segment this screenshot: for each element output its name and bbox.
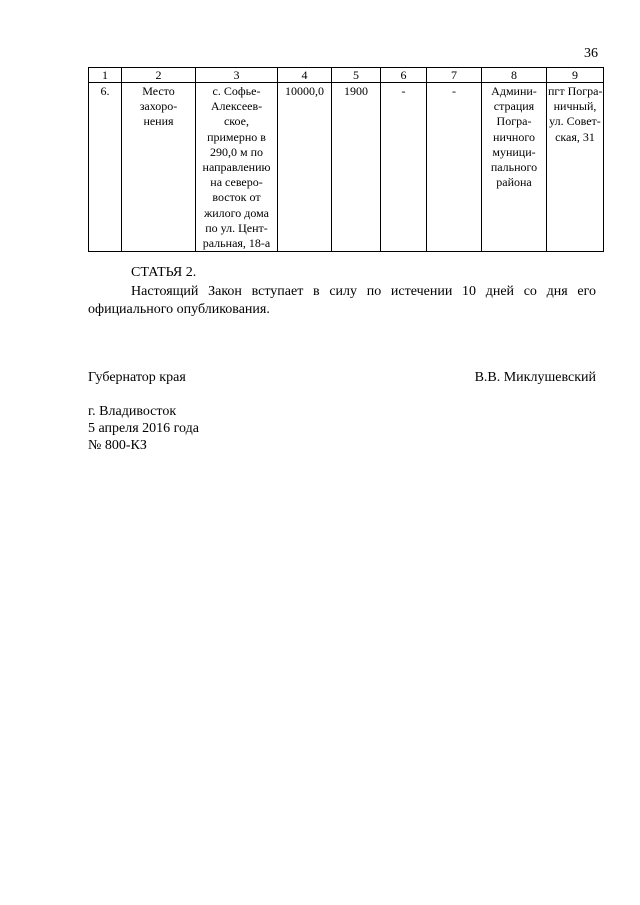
location-cell	[196, 83, 278, 252]
cell-line: захоро-	[139, 99, 178, 114]
cell-line: ская, 31	[555, 129, 595, 144]
year-cell: 1900	[332, 83, 381, 252]
row-number-cell: 6.	[89, 83, 122, 252]
column-header: 1	[89, 68, 122, 83]
article-title: СТАТЬЯ 2.	[131, 265, 197, 280]
registry-table	[88, 67, 604, 252]
cell-line: нения	[143, 114, 174, 129]
signatory-name: В.В. Миклушевский	[474, 370, 596, 385]
cell-line: пгт Погра-	[548, 84, 603, 98]
dash-cell: -	[427, 83, 482, 252]
cell-line: Админи-	[491, 84, 537, 98]
cell-line: ул. Совет-	[549, 114, 601, 129]
table-header-row	[89, 68, 604, 83]
article-text: Настоящий Закон вступает в силу по истечении 10 дней со дня его официального опубликования.	[88, 284, 596, 317]
column-header: 2	[122, 68, 196, 83]
cell-line: по ул. Цент-	[205, 220, 268, 235]
footer-date: 5 апреля 2016 года	[88, 421, 199, 436]
owner-cell	[482, 83, 547, 252]
cell-line: Погра-	[496, 114, 532, 129]
cell-line: ничный,	[553, 99, 597, 114]
cell-line: направлению	[202, 160, 271, 175]
cell-line: Место	[142, 84, 175, 98]
cell-line: на северо-	[210, 175, 263, 190]
object-type-cell	[122, 83, 196, 252]
column-header: 5	[332, 68, 381, 83]
address-cell	[547, 83, 604, 252]
cell-line: восток от	[212, 190, 261, 205]
cell-line: ское,	[223, 114, 250, 129]
footer-number: № 800-КЗ	[88, 438, 147, 453]
dash-cell: -	[381, 83, 427, 252]
table-row	[89, 83, 604, 252]
column-header: 8	[482, 68, 547, 83]
column-header: 7	[427, 68, 482, 83]
cell-line: района	[496, 175, 532, 190]
signatory-role: Губернатор края	[88, 370, 186, 385]
cell-line: страция	[493, 99, 535, 114]
cell-line: с. Софье-	[212, 84, 261, 98]
column-header: 9	[547, 68, 604, 83]
column-header: 4	[278, 68, 332, 83]
cell-line: жилого дома	[203, 205, 270, 220]
column-header: 3	[196, 68, 278, 83]
cell-line: Алексеев-	[210, 99, 263, 114]
footer-block	[88, 403, 199, 454]
footer-city: г. Владивосток	[88, 404, 177, 419]
cell-line: 290,0 м по	[209, 144, 263, 159]
area-cell: 10000,0	[278, 83, 332, 252]
cell-line: пального	[490, 160, 538, 175]
column-header: 6	[381, 68, 427, 83]
cell-line: ничного	[493, 129, 535, 144]
cell-line: ральная, 18-а	[202, 236, 271, 251]
cell-line: муници-	[492, 144, 536, 159]
cell-line: примерно в	[207, 129, 266, 144]
page-number: 36	[584, 46, 598, 61]
